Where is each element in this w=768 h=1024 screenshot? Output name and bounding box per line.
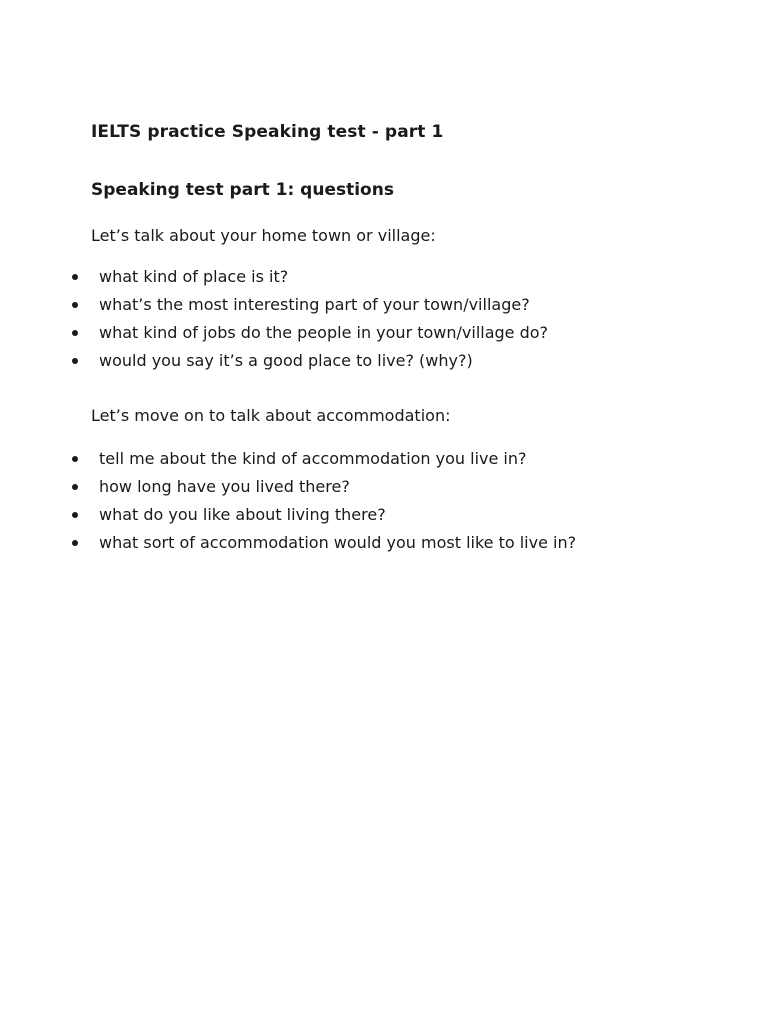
bullet-icon [72,302,78,308]
bullet-icon [72,358,78,364]
list-item [0,532,700,560]
question-text: what kind of place is it? [99,267,289,286]
question-text: what’s the most interesting part of your town/village? [99,295,530,314]
question-text: tell me about the kind of accommodation you live in? [99,449,527,468]
bullet-icon [72,512,78,518]
accommodation-intro: Let’s move on to talk about accommodation: [91,406,451,425]
list-item [0,294,700,322]
bullet-icon [72,456,78,462]
section-heading: Speaking test part 1: questions [91,180,394,200]
question-text: would you say it’s a good place to live? (why?) [99,351,473,370]
list-item [0,448,700,476]
document-title: IELTS practice Speaking test - part 1 [91,122,444,142]
home-town-intro: Let’s talk about your home town or village: [91,226,436,245]
bullet-icon [72,274,78,280]
list-item [0,350,700,378]
home-town-question-list [0,266,700,378]
list-item [0,476,700,504]
list-item [0,322,700,350]
question-text: what sort of accommodation would you most like to live in? [99,533,577,552]
list-item [0,504,700,532]
question-text: what do you like about living there? [99,505,386,524]
question-text: how long have you lived there? [99,477,350,496]
question-text: what kind of jobs do the people in your town/village do? [99,323,549,342]
bullet-icon [72,484,78,490]
bullet-icon [72,540,78,546]
accommodation-question-list [0,448,700,560]
list-item [0,266,700,294]
bullet-icon [72,330,78,336]
